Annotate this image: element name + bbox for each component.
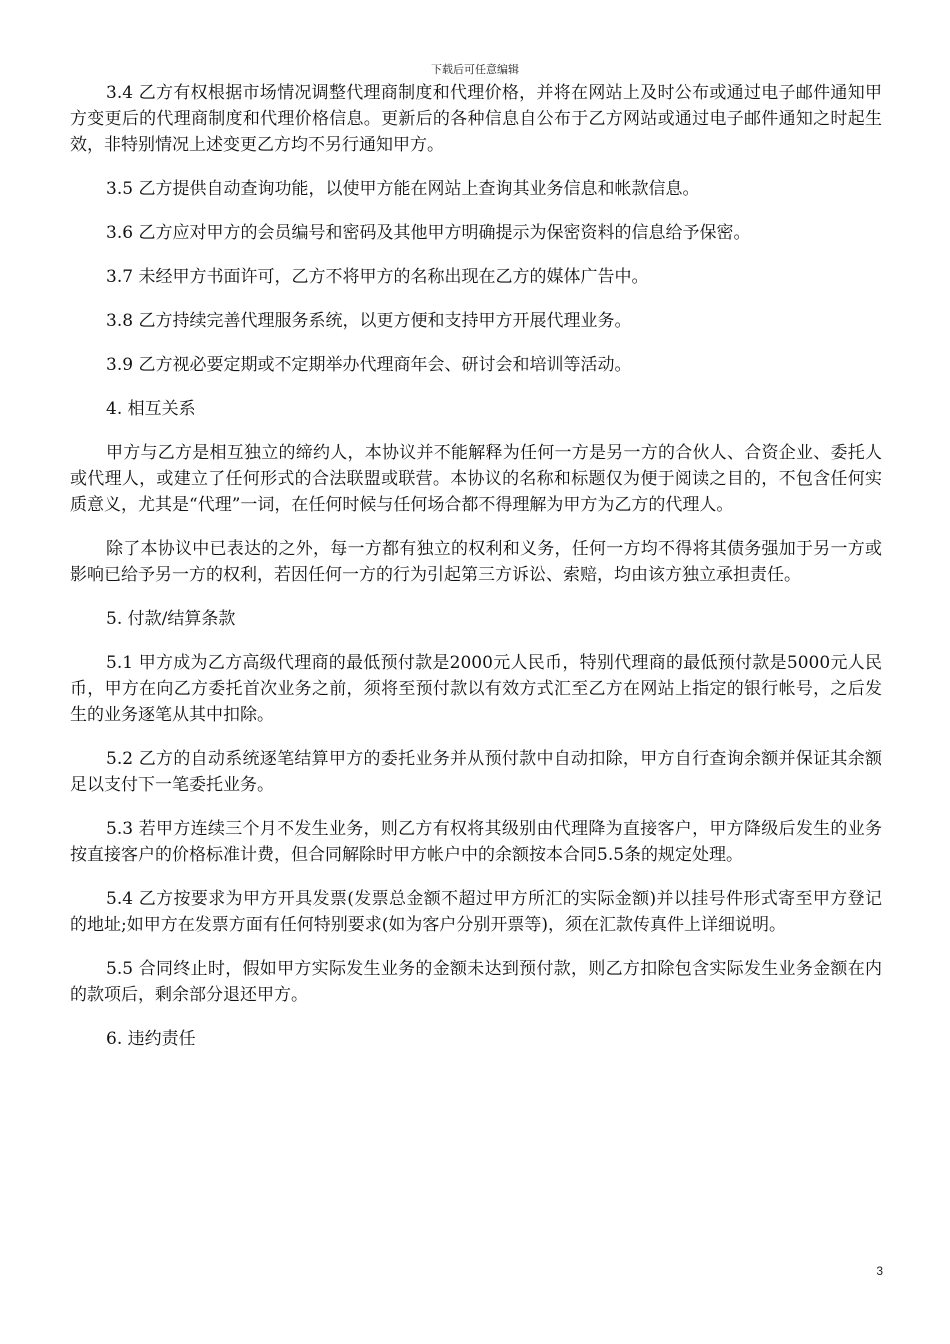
section-heading-5: 5. 付款/结算条款 xyxy=(106,609,236,629)
clause-3-6: 3.6 乙方应对甲方的会员编号和密码及其他甲方明确提示为保密资料的信息给予保密。 xyxy=(106,223,751,243)
clause-5-1: 5.1 甲方成为乙方高级代理商的最低预付款是2000元人民币，特别代理商的最低预付款是5000元人民币，甲方在向乙方委托首次业务之前，须将至预付款以有效方式汇至乙方在网站上指定的银行帐号，之后发生的业务逐笔从其中扣除。 xyxy=(70,653,882,725)
clause-3-7: 3.7 未经甲方书面许可，乙方不将甲方的名称出现在乙方的媒体广告中。 xyxy=(106,267,649,287)
page-number: 3 xyxy=(876,1264,883,1278)
section-heading-6: 6. 违约责任 xyxy=(106,1029,196,1049)
document-body xyxy=(70,80,882,1070)
clause-3-5: 3.5 乙方提供自动查询功能，以使甲方能在网站上查询其业务信息和帐款信息。 xyxy=(106,179,700,199)
clause-5-3: 5.3 若甲方连续三个月不发生业务，则乙方有权将其级别由代理降为直接客户，甲方降级后发生的业务按直接客户的价格标准计费，但合同解除时甲方帐户中的余额按本合同5.5条的规定处理。 xyxy=(70,819,882,865)
section-4-paragraph-1: 甲方与乙方是相互独立的缔约人，本协议并不能解释为任何一方是另一方的合伙人、合资企业、委托人或代理人，或建立了任何形式的合法联盟或联营。本协议的名称和标题仅为便于阅读之目的，不包含任何实质意义，尤其是“代理”一词，在任何时候与任何场合都不得理解为甲方为乙方的代理人。 xyxy=(70,443,882,515)
clause-3-9: 3.9 乙方视必要定期或不定期举办代理商年会、研讨会和培训等活动。 xyxy=(106,355,632,375)
clause-5-4: 5.4 乙方按要求为甲方开具发票(发票总金额不超过甲方所汇的实际金额)并以挂号件形式寄至甲方登记的地址;如甲方在发票方面有任何特别要求(如为客户分别开票等)，须在汇款传真件上详细说明。 xyxy=(70,889,882,935)
section-4-paragraph-2: 除了本协议中已表达的之外，每一方都有独立的权利和义务，任何一方均不得将其债务强加于另一方或影响已给予另一方的权利，若因任何一方的行为引起第三方诉讼、索赔，均由该方独立承担责任。 xyxy=(70,539,882,585)
page-header-note: 下载后可任意编辑 xyxy=(431,63,519,76)
clause-3-8: 3.8 乙方持续完善代理服务系统，以更方便和支持甲方开展代理业务。 xyxy=(106,311,632,331)
clause-5-2: 5.2 乙方的自动系统逐笔结算甲方的委托业务并从预付款中自动扣除，甲方自行查询余额并保证其余额足以支付下一笔委托业务。 xyxy=(70,749,882,795)
clause-3-4: 3.4 乙方有权根据市场情况调整代理商制度和代理价格，并将在网站上及时公布或通过电子邮件通知甲方变更后的代理商制度和代理价格信息。更新后的各种信息自公布于乙方网站或通过电子邮件通知之时起生效，非特别情况上述变更乙方均不另行通知甲方。 xyxy=(70,83,882,155)
section-heading-4: 4. 相互关系 xyxy=(106,399,196,419)
clause-5-5: 5.5 合同终止时，假如甲方实际发生业务的金额未达到预付款，则乙方扣除包含实际发生业务金额在内的款项后，剩余部分退还甲方。 xyxy=(70,959,882,1005)
